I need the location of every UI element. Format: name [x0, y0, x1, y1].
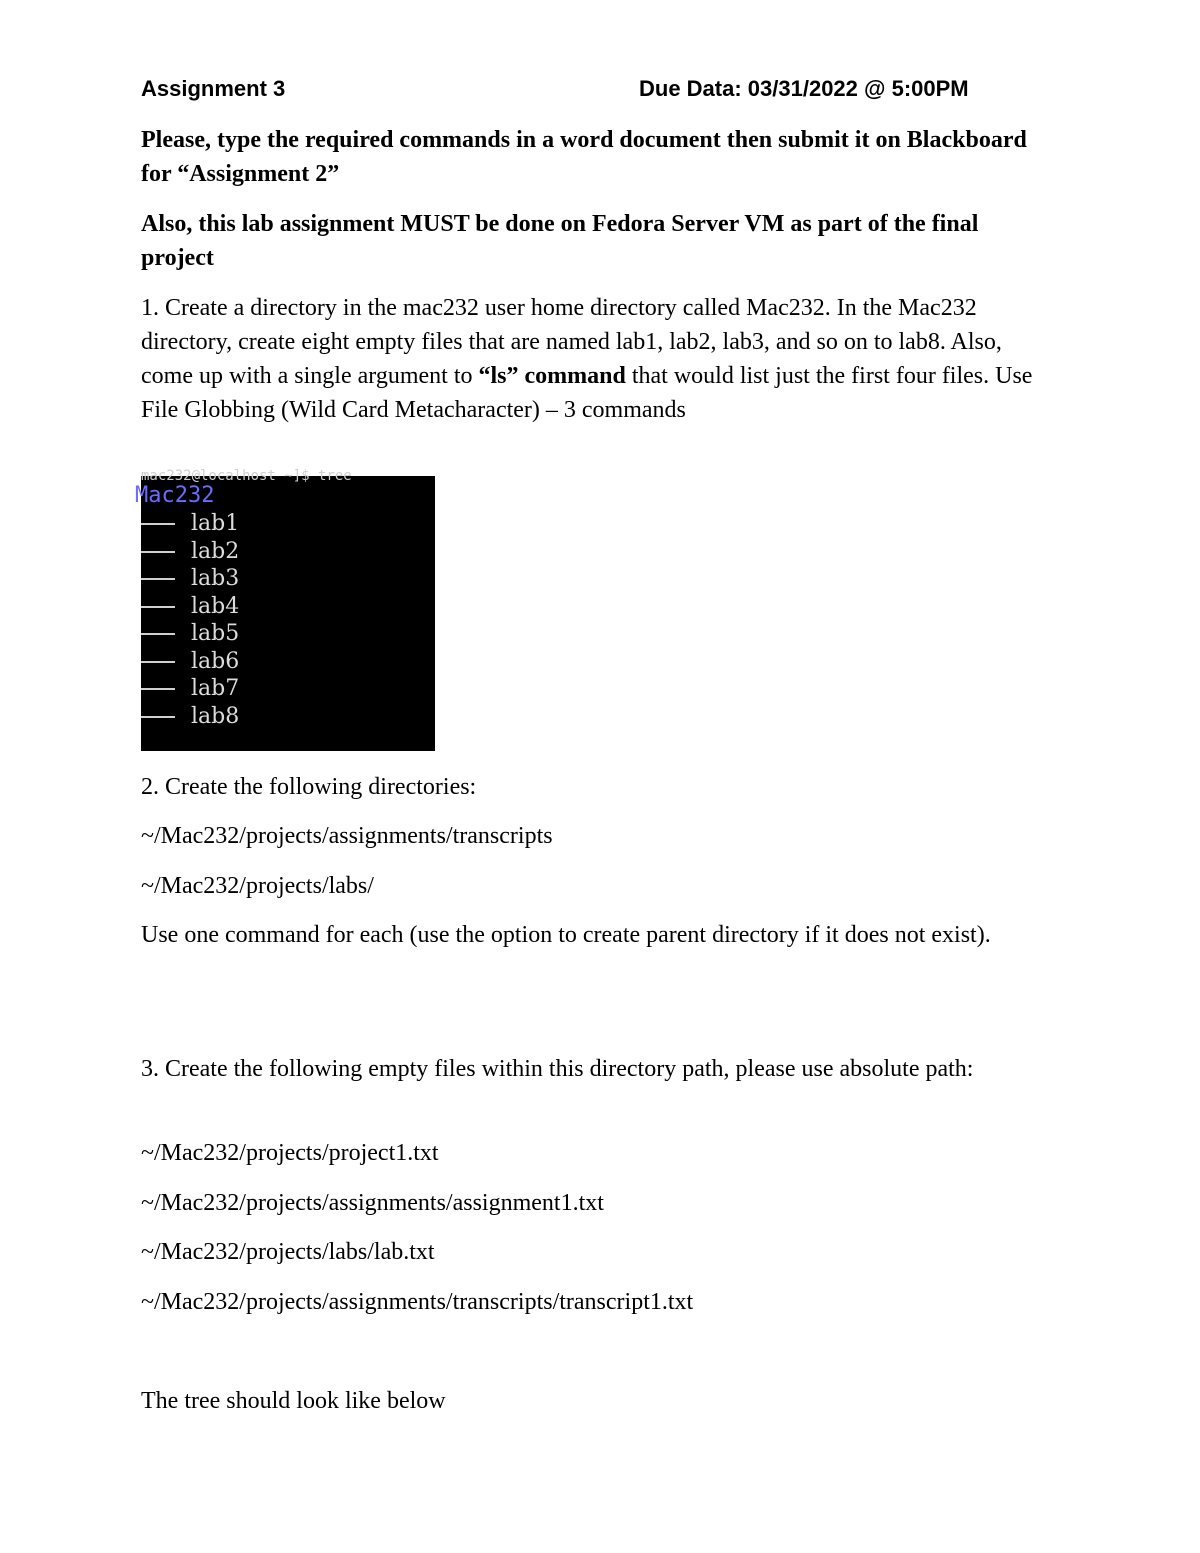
tree-entry: [141, 648, 435, 675]
fedora-requirement: Also, this lab assignment MUST be done on Fedora Server VM as part of the final project: [141, 211, 979, 271]
question-3-path-4: ~/Mac232/projects/assignments/transcripts/transcript1.txt: [141, 1289, 694, 1315]
due-date: Due Data: 03/31/2022 @ 5:00PM: [639, 76, 969, 101]
question-3-title: 3. Create the following empty files within this directory path, please use absolute path:: [141, 1056, 974, 1082]
question-3-path-3: ~/Mac232/projects/labs/lab.txt: [141, 1239, 435, 1265]
tree-branch-line: [141, 551, 175, 553]
assignment-title: Assignment 3: [141, 76, 286, 101]
tree-branch-line: [141, 523, 175, 525]
tree-branch-line: [141, 633, 175, 635]
tree-branch-line: [141, 578, 175, 580]
tree-file-label: lab5: [191, 621, 240, 646]
tree-file-label: lab3: [191, 566, 240, 591]
question-2-title: 2. Create the following directories:: [141, 774, 477, 800]
question-3-path-1: ~/Mac232/projects/project1.txt: [141, 1140, 439, 1166]
tree-branch-line: [141, 661, 175, 663]
question-3-path-2: ~/Mac232/projects/assignments/assignment1.txt: [141, 1190, 604, 1216]
tree-entry: [141, 703, 435, 730]
question-1-ls-command: “ls” command: [478, 363, 626, 389]
tree-entry: [141, 593, 435, 620]
question-1-text-start: 1. Create a directory in the mac232 user home directory called Mac232. In the Mac232 directory, create eight empty files that are named lab1, lab2, lab3, and so on to lab8. Also, come up with a single argument to: [141, 295, 1002, 389]
tree-branch-line: [141, 688, 175, 690]
tree-file-label: lab6: [191, 648, 240, 674]
tree-entry: [141, 510, 435, 537]
question-2-path-2: ~/Mac232/projects/labs/: [141, 873, 374, 899]
question-1: [141, 291, 1056, 427]
tree-entry: [141, 538, 435, 565]
question-2-path-1: ~/Mac232/projects/assignments/transcripts: [141, 823, 553, 849]
tree-file-label: lab2: [191, 538, 240, 564]
tree-note: The tree should look like below: [141, 1388, 446, 1414]
tree-branch-line: [141, 716, 175, 718]
submission-instructions: Please, type the required commands in a word document then submit it on Blackboard for “Assignment 2”: [141, 127, 1027, 187]
terminal-cropped-prompt: mac232@localhost ~]$ tree: [141, 468, 352, 484]
tree-file-label: lab1: [191, 511, 240, 536]
tree-file-label: lab4: [191, 593, 240, 619]
question-1-text-end: that would list just the first four files. Use File Globbing (Wild Card Metacharacter) – 3 commands: [141, 363, 1033, 423]
terminal-directory-name: Mac232: [135, 483, 215, 508]
terminal-screenshot: [135, 468, 435, 751]
tree-entry: [141, 675, 435, 702]
tree-entry: [141, 565, 435, 592]
tree-entry: [141, 620, 435, 647]
question-2-note: Use one command for each (use the option to create parent directory if it does not exist).: [141, 922, 991, 948]
tree-file-label: lab8: [191, 703, 240, 729]
tree-file-label: lab7: [191, 676, 240, 701]
tree-branch-line: [141, 606, 175, 608]
